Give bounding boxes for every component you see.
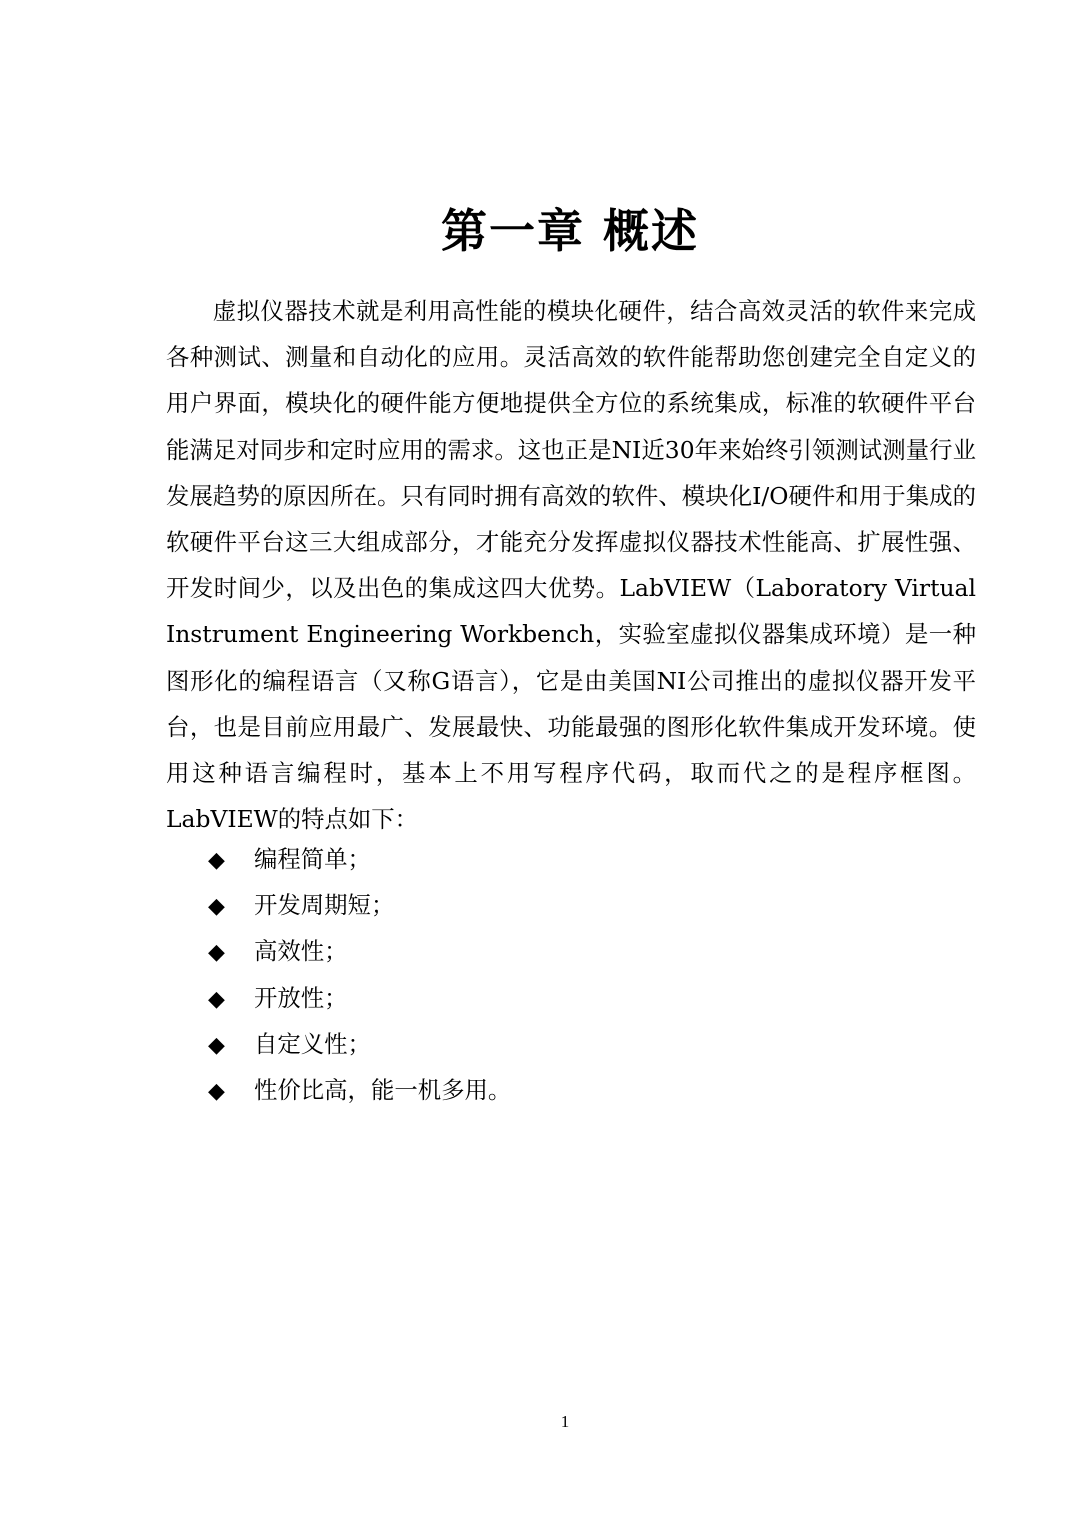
list-item (208, 928, 908, 974)
list-item (208, 975, 908, 1021)
feature-text: 开发周期短； (254, 891, 395, 920)
diamond-bullet-icon: ◆ (208, 894, 225, 920)
feature-list (208, 836, 908, 1113)
feature-text: 开放性； (254, 983, 348, 1012)
chapter-title: 第一章 概述 (440, 204, 699, 258)
feature-text: 性价比高，能一机多用。 (254, 1075, 512, 1104)
list-item (208, 1021, 908, 1067)
body-paragraph: 虚拟仪器技术就是利用高性能的模块化硬件，结合高效灵活的软件来完成各种测试、测量和自动化的应用。灵活高效的软件能帮助您创建完全自定义的用户界面，模块化的硬件能方便地提供全方位的系统集成，标准的软硬件平台能满足对同步和定时应用的需求。这也正是NI近30年来始终引领测试测量行业发展趋势的原因所在。只有同时拥有高效的软件、模块化I/O硬件和用于集成的软硬件平台这三大组成部分，才能充分发挥虚拟仪器技术性能高、扩展性强、开发时间少，以及出色的集成这四大优势。LabVIEW（Laboratory Virtual Instrument Engineering Workbench，实验室虚拟仪器集成环境）是一种图形化的编程语言（又称G语言），它是由美国NI公司推出的虚拟仪器开发平台，也是目前应用最广、发展最快、功能最强的图形化软件集成开发环境。使用这种语言编程时，基本上不用写程序代码，取而代之的是程序框图。LabVIEW的特点如下： (166, 297, 976, 834)
diamond-bullet-icon: ◆ (208, 848, 225, 873)
feature-text: 高效性； (254, 937, 348, 966)
list-item (208, 1067, 908, 1113)
diamond-bullet-icon: ◆ (208, 940, 225, 966)
feature-text: 自定义性； (254, 1029, 371, 1058)
feature-text: 编程简单； (254, 845, 371, 873)
diamond-bullet-icon: ◆ (208, 1032, 225, 1058)
list-item (208, 836, 908, 882)
page-number: 1 (560, 1412, 570, 1431)
list-item (208, 882, 908, 928)
diamond-bullet-icon: ◆ (208, 986, 225, 1012)
diamond-bullet-icon: ◆ (208, 1078, 225, 1104)
